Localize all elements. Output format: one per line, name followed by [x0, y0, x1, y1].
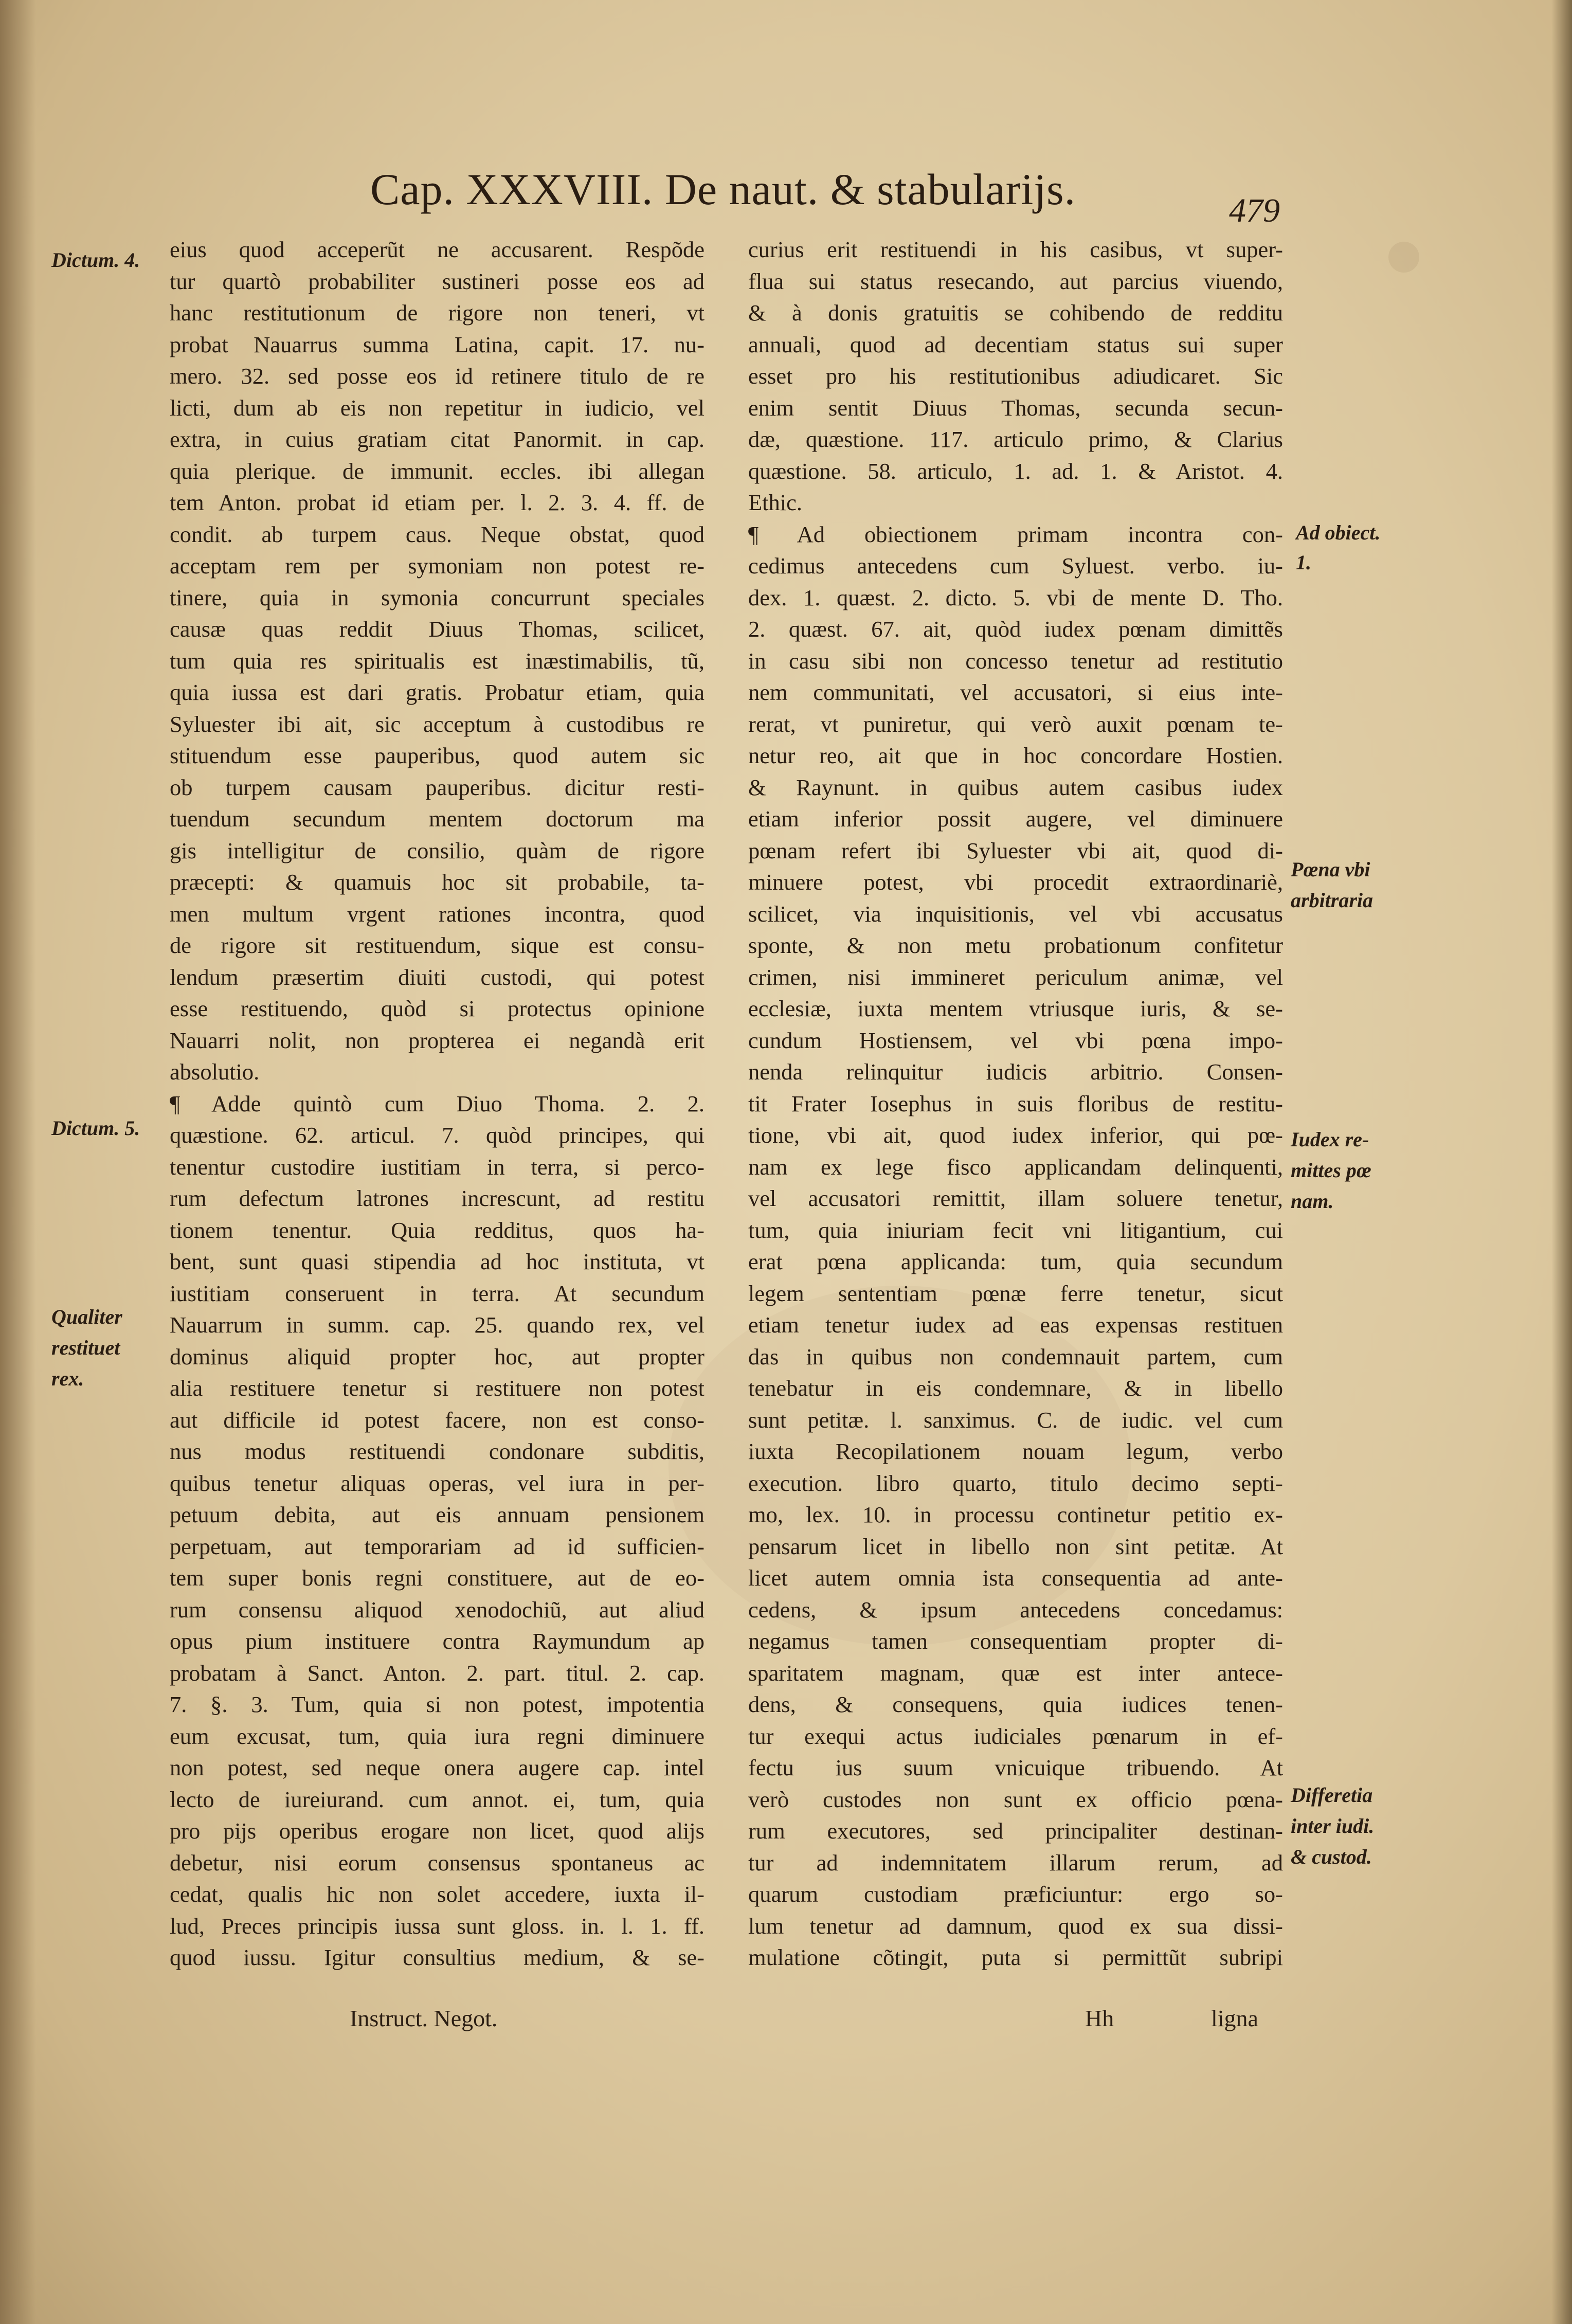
text-line: pensarum licet in libello non sint petitæ. At: [748, 1533, 1283, 1559]
text-line: acceptam rem per symoniam non potest re-: [170, 553, 704, 579]
text-line: tione, vbi ait, quod iudex inferior, qui pœ-: [748, 1122, 1283, 1148]
text-line: negamus tamen consequentiam propter di-: [748, 1628, 1283, 1654]
signature-mark: Instruct. Negot.: [350, 2005, 498, 2031]
text-line: tenentur custodire iustitiam in terra, si perco-: [170, 1154, 704, 1180]
margin-note-inter-iudi: inter iudi.: [1291, 1814, 1375, 1837]
text-line: bent, sunt quasi stipendia ad hoc instituta, vt: [170, 1249, 704, 1274]
text-line: 2. quæst. 67. ait, quòd iudex pœnam dimittẽs: [748, 616, 1283, 642]
text-line: mulatione cõtingit, puta si permittũt subripi: [748, 1944, 1283, 1970]
text-line: licet autem omnia ista consequentia ad ante-: [748, 1565, 1283, 1591]
text-line: Nauarrum in summ. cap. 25. quando rex, vel: [170, 1312, 704, 1338]
left-text-column: [170, 234, 704, 1974]
text-line: iustitiam conseruent in terra. At secundum: [170, 1280, 704, 1306]
text-line: cedimus antecedens cum Syluest. verbo. iu-: [748, 553, 1283, 579]
text-line: tionem tenentur. Quia redditus, quos ha-: [170, 1217, 704, 1243]
margin-note-restituet: restituet: [51, 1336, 120, 1359]
ink-spot: [1388, 242, 1419, 273]
text-line: sparitatem magnam, quæ est inter antece-: [748, 1660, 1283, 1686]
text-line: opus pium instituere contra Raymundum ap: [170, 1628, 704, 1654]
text-line: alia restituere tenetur si restituere non potest: [170, 1375, 704, 1401]
text-line: mero. 32. sed posse eos id retinere titulo de re: [170, 363, 704, 389]
text-line: Syluester ibi ait, sic acceptum à custodibus re: [170, 711, 704, 737]
margin-note-rex: rex.: [51, 1367, 84, 1390]
text-line: probatam à Sanct. Anton. 2. part. titul. 2. cap.: [170, 1660, 704, 1686]
text-line: minuere potest, vbi procedit extraordinariè,: [748, 869, 1283, 895]
text-line: dex. 1. quæst. 2. dicto. 5. vbi de mente D. Tho.: [748, 584, 1283, 610]
margin-note-dictum-5: Dictum. 5.: [51, 1116, 140, 1140]
text-line: quod iussu. Igitur consultius medium, & se-: [170, 1944, 704, 1970]
text-line: cundum Hostiensem, vel vbi pœna impo-: [748, 1027, 1283, 1053]
text-line: das in quibus non condemnauit partem, cum: [748, 1343, 1283, 1370]
text-line: tur quartò probabiliter sustineri posse eos ad: [170, 268, 704, 294]
text-line: tem super bonis regni constituere, aut de eo-: [170, 1565, 704, 1591]
text-line: tum, quia iniuriam fecit vni litigantium, cui: [748, 1217, 1283, 1243]
text-line: perpetuam, aut temporariam ad id sufficien-: [170, 1533, 704, 1559]
margin-note-nam: nam.: [1291, 1190, 1334, 1213]
gutter-shadow: [0, 0, 36, 2324]
text-line: tenebatur in eis condemnare, & in libello: [748, 1375, 1283, 1401]
text-line: tur ad indemnitatem illarum rerum, ad: [748, 1849, 1283, 1876]
page-edge-shadow: [1551, 0, 1572, 2324]
text-line: dominus aliquid propter hoc, aut propter: [170, 1343, 704, 1370]
margin-note-mittes: mittes pœ: [1291, 1159, 1371, 1182]
running-head: Cap. XXXVIII. De naut. & stabularijs.: [370, 165, 1076, 214]
text-line: fectu ius suum vnicuique tribuendo. At: [748, 1755, 1283, 1780]
text-line: quia plerique. de immunit. eccles. ibi allegan: [170, 458, 704, 484]
text-line: aut difficile id potest facere, non est conso-: [170, 1407, 704, 1433]
text-line: erat pœna applicanda: tum, quia secundum: [748, 1249, 1283, 1274]
text-line: dæ, quæstione. 117. articulo primo, & Clarius: [748, 426, 1283, 452]
text-line: verò custodes non sunt ex officio pœna-: [748, 1786, 1283, 1812]
margin-note-ad-obiect: Ad obiect.: [1296, 521, 1381, 544]
right-text-column: [748, 234, 1283, 1974]
text-line: lum tenetur ad damnum, quod ex sua dissi-: [748, 1913, 1283, 1939]
text-line: præcepti: & quamuis hoc sit probabile, ta-: [170, 869, 704, 895]
text-line: lecto de iureiurand. cum annot. ei, tum, quia: [170, 1786, 704, 1812]
text-line: esset pro his restitutionibus adiudicaret. Sic: [748, 363, 1283, 389]
text-line: tur exequi actus iudiciales pœnarum in ef-: [748, 1723, 1283, 1749]
text-line: quæstione. 62. articul. 7. quòd principes, qui: [170, 1122, 704, 1148]
text-line: ¶ Ad obiectionem primam incontra con-: [748, 521, 1283, 547]
text-line: condit. ab turpem caus. Neque obstat, quod: [170, 521, 704, 547]
text-line: quarum custodiam præficiuntur: ergo so-: [748, 1881, 1283, 1907]
margin-note-ad-obiect-num: 1.: [1296, 551, 1311, 574]
text-line: extra, in cuius gratiam citat Panormit. in cap.: [170, 426, 704, 452]
margin-note-qualiter: Qualiter: [51, 1305, 122, 1328]
text-line: quibus tenetur aliquas operas, vel iura in per-: [170, 1470, 704, 1496]
text-line: debetur, nisi eorum consensus spontaneus ac: [170, 1849, 704, 1876]
text-line: lud, Preces principis iussa sunt gloss. in. l. 1. ff.: [170, 1913, 704, 1939]
text-line: cedat, qualis hic non solet accedere, iuxta il-: [170, 1881, 704, 1907]
text-line: esse restituendo, quòd si protectus opinione: [170, 996, 704, 1021]
text-line: in casu sibi non concesso tenetur ad restitutio: [748, 647, 1283, 674]
text-line: non potest, sed neque onera augere cap. intel: [170, 1755, 704, 1780]
text-line: 7. §. 3. Tum, quia si non potest, impotentia: [170, 1691, 704, 1717]
text-line: tuendum secundum mentem doctorum ma: [170, 806, 704, 832]
gathering-mark: Hh: [1085, 2005, 1114, 2031]
margin-note-dictum-4: Dictum. 4.: [51, 248, 140, 272]
text-line: hanc restitutionum de rigore non teneri, vt: [170, 300, 704, 326]
text-line: Ethic.: [748, 490, 803, 515]
text-line: scilicet, via inquisitionis, vel vbi accusatus: [748, 900, 1283, 927]
text-line: tinere, quia in symonia concurrunt speciales: [170, 584, 704, 610]
text-line: netur reo, ait que in hoc concordare Hostien.: [748, 743, 1283, 768]
text-line: stituendum esse pauperibus, quod autem sic: [170, 743, 704, 768]
text-line: curius erit restituendi in his casibus, vt super-: [748, 237, 1283, 262]
text-line: tit Frater Iosephus in suis floribus de restitu-: [748, 1090, 1283, 1116]
margin-note-differentia: Differetia: [1291, 1783, 1373, 1807]
text-line: execution. libro quarto, titulo decimo septi-: [748, 1470, 1283, 1496]
text-line: rum defectum latrones increscunt, ad restitu: [170, 1185, 704, 1211]
text-line: rum executores, sed principaliter destinan-: [748, 1818, 1283, 1844]
text-line: pœnam refert ibi Syluester vbi ait, quod di-: [748, 837, 1283, 863]
text-line: tum quia res spiritualis est inæstimabilis, tũ,: [170, 647, 704, 674]
text-line: cedens, & ipsum antecedens concedamus:: [748, 1596, 1283, 1623]
text-line: tem Anton. probat id etiam per. l. 2. 3. 4. ff. de: [170, 490, 704, 515]
text-line: nem communitati, vel accusatori, si eius inte-: [748, 679, 1283, 705]
text-line: Nauarri nolit, non propterea ei negandà erit: [170, 1027, 704, 1053]
text-line: nam ex lege fisco applicandam delinquenti,: [748, 1154, 1283, 1180]
text-line: enim sentit Diuus Thomas, secunda secun-: [748, 394, 1283, 421]
text-line: petuum debita, aut eis annuam pensionem: [170, 1502, 704, 1527]
text-line: quæstione. 58. articulo, 1. ad. 1. & Aristot. 4.: [748, 458, 1283, 484]
text-line: vel accusatori remittit, illam soluere tenetur,: [748, 1185, 1283, 1211]
text-line: men multum vrgent rationes incontra, quod: [170, 900, 704, 927]
text-line: legem sententiam pœnæ ferre tenetur, sicut: [748, 1280, 1283, 1306]
text-line: lendum præsertim diuiti custodi, qui potest: [170, 964, 704, 990]
text-line: ecclesiæ, iuxta mentem vtriusque iuris, & se-: [748, 996, 1283, 1021]
text-line: nenda relinquitur iudicis arbitrio. Consen-: [748, 1059, 1283, 1085]
text-line: & à donis gratuitis se cohibendo de redditu: [748, 300, 1283, 326]
text-line: flua sui status resecando, aut parcius viuendo,: [748, 268, 1283, 294]
text-line: & Raynunt. in quibus autem casibus iudex: [748, 774, 1283, 800]
folio-number: 479: [1229, 192, 1280, 229]
text-line: eius quod acceperũt ne accusarent. Respõde: [170, 237, 704, 262]
text-line: etiam tenetur iudex ad eas expensas restituen: [748, 1312, 1283, 1338]
margin-note-poena: Pœna vbi: [1291, 858, 1370, 881]
text-line: pro pijs operibus erogare non licet, quod alijs: [170, 1818, 704, 1844]
text-line: mo, lex. 10. in processu continetur petitio ex-: [748, 1502, 1283, 1527]
margin-note-custod: & custod.: [1291, 1845, 1372, 1868]
text-line: absolutio.: [170, 1059, 260, 1085]
text-line: etiam inferior possit augere, vel diminuere: [748, 806, 1283, 832]
margin-note-arbitraria: arbitraria: [1291, 889, 1374, 912]
margin-note-iudex: Iudex re-: [1291, 1128, 1369, 1151]
text-line: quia iussa est dari gratis. Probatur etiam, quia: [170, 679, 704, 705]
text-line: causæ quas reddit Diuus Thomas, scilicet,: [170, 616, 704, 642]
text-line: iuxta Recopilationem nouam legum, verbo: [748, 1438, 1283, 1464]
text-line: sponte, & non metu probationum confitetur: [748, 932, 1283, 958]
text-line: annuali, quod ad decentiam status sui super: [748, 331, 1283, 357]
text-line: probat Nauarrus summa Latina, capit. 17. nu-: [170, 331, 704, 357]
text-line: dens, & consequens, quia iudices tenen-: [748, 1691, 1283, 1717]
text-line: rum consensu aliquod xenodochiũ, aut aliud: [170, 1596, 704, 1623]
text-line: sunt petitæ. l. sanximus. C. de iudic. vel cum: [748, 1407, 1283, 1433]
text-line: ob turpem causam pauperibus. dicitur resti-: [170, 774, 704, 800]
text-line: ¶ Adde quintò cum Diuo Thoma. 2. 2.: [170, 1090, 704, 1116]
text-line: nus modus restituendi condonare subditis,: [170, 1438, 704, 1464]
text-line: de rigore sit restituendum, sique est consu-: [170, 932, 704, 958]
text-line: gis intelligitur de consilio, quàm de rigore: [170, 837, 704, 863]
text-line: licti, dum ab eis non repetitur in iudicio, vel: [170, 394, 704, 421]
text-line: eum excusat, tum, quia iura regni diminuere: [170, 1723, 704, 1749]
catchword: ligna: [1211, 2005, 1258, 2031]
text-line: rerat, vt puniretur, qui verò auxit pœnam te-: [748, 711, 1283, 737]
text-line: crimen, nisi immineret periculum animæ, vel: [748, 964, 1283, 990]
